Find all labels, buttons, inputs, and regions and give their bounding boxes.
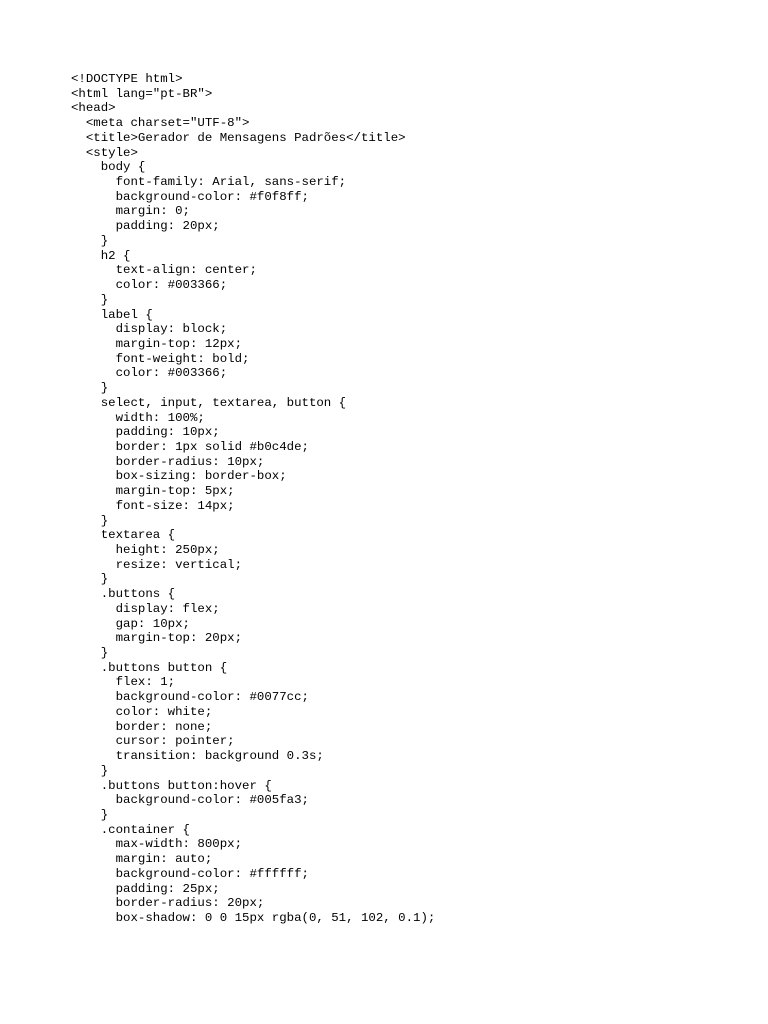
- code-line: color: white;: [71, 704, 213, 719]
- code-line: border-radius: 20px;: [71, 896, 265, 911]
- code-line: .buttons button {: [71, 660, 228, 675]
- code-line: color: #003366;: [71, 278, 228, 293]
- code-listing: [71, 72, 751, 926]
- code-line: h2 {: [71, 248, 131, 263]
- code-line: font-weight: bold;: [71, 351, 250, 366]
- code-line: <!DOCTYPE html>: [71, 72, 183, 86]
- code-line: textarea {: [71, 528, 176, 543]
- code-line: <html lang="pt-BR">: [71, 86, 213, 101]
- code-line: }: [71, 572, 109, 587]
- code-line: box-shadow: 0 0 15px rgba(0, 51, 102, 0.1);: [71, 910, 436, 925]
- code-line: margin-top: 12px;: [71, 336, 243, 351]
- code-line: .buttons button:hover {: [71, 778, 272, 793]
- code-line: font-family: Arial, sans-serif;: [71, 175, 347, 190]
- code-line: max-width: 800px;: [71, 837, 243, 852]
- code-line: resize: vertical;: [71, 557, 243, 572]
- code-line: display: flex;: [71, 601, 220, 616]
- code-line: margin-top: 20px;: [71, 631, 243, 646]
- code-line: }: [71, 646, 109, 661]
- code-line: border-radius: 10px;: [71, 454, 265, 469]
- code-line: margin-top: 5px;: [71, 484, 235, 499]
- code-line: <meta charset="UTF-8">: [71, 116, 250, 131]
- code-line: padding: 10px;: [71, 425, 220, 440]
- code-line: margin: auto;: [71, 852, 213, 867]
- code-line: background-color: #0077cc;: [71, 690, 309, 705]
- code-line: padding: 20px;: [71, 219, 220, 234]
- code-line: body {: [71, 160, 146, 175]
- code-line: }: [71, 763, 109, 778]
- code-line: <title>Gerador de Mensagens Padrões</title>: [71, 130, 406, 145]
- code-line: padding: 25px;: [71, 881, 220, 896]
- code-line: }: [71, 233, 109, 248]
- code-line: .container {: [71, 822, 190, 837]
- code-line: <head>: [71, 101, 116, 116]
- code-line: width: 100%;: [71, 410, 205, 425]
- code-line: transition: background 0.3s;: [71, 749, 324, 764]
- code-line: box-sizing: border-box;: [71, 469, 287, 484]
- code-line: display: block;: [71, 322, 228, 337]
- code-line: select, input, textarea, button {: [71, 395, 347, 410]
- code-line: gap: 10px;: [71, 616, 190, 631]
- code-line: .buttons {: [71, 587, 176, 602]
- code-line: height: 250px;: [71, 543, 220, 557]
- code-line: border: 1px solid #b0c4de;: [71, 439, 309, 454]
- code-line: color: #003366;: [71, 366, 228, 381]
- code-line: margin: 0;: [71, 204, 190, 219]
- code-line: }: [71, 292, 109, 307]
- code-line: background-color: #f0f8ff;: [71, 189, 309, 204]
- code-line: text-align: center;: [71, 263, 257, 278]
- code-line: flex: 1;: [71, 675, 176, 690]
- code-line: }: [71, 807, 109, 822]
- code-line: cursor: pointer;: [71, 734, 235, 749]
- code-line: border: none;: [71, 719, 213, 734]
- code-line: font-size: 14px;: [71, 498, 235, 513]
- code-line: <style>: [71, 145, 138, 160]
- code-line: background-color: #005fa3;: [71, 793, 309, 808]
- code-line: }: [71, 381, 109, 396]
- code-line: background-color: #ffffff;: [71, 866, 309, 881]
- code-line: label {: [71, 307, 153, 322]
- code-line: }: [71, 513, 109, 528]
